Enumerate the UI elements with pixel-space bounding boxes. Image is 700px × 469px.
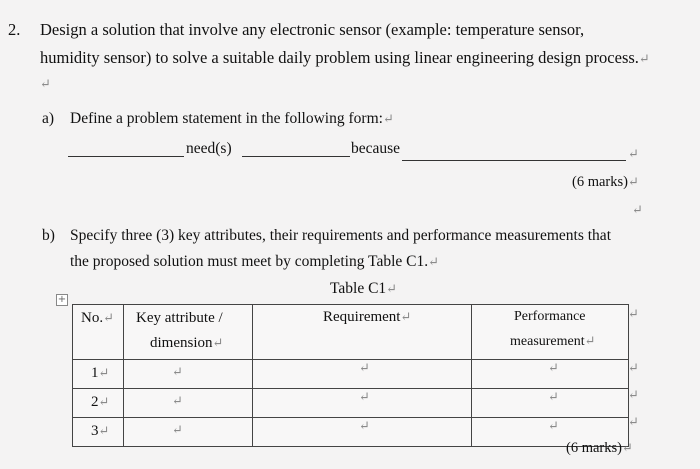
return-arrow-icon: ↵: [40, 76, 51, 91]
question-number: 2.: [8, 20, 21, 39]
return-arrow-icon: ↵: [172, 422, 183, 437]
table-c1: [72, 304, 629, 447]
return-arrow-icon: ↵: [359, 360, 370, 375]
row-no-cell: [73, 360, 124, 389]
return-arrow-icon: ↵: [212, 335, 224, 350]
part-b-marks: [566, 440, 633, 457]
return-arrow-icon: ↵: [548, 360, 559, 375]
return-arrow-icon: ↵: [632, 202, 643, 217]
part-a-prompt: Define a problem statement in the following form:: [70, 110, 383, 127]
header-performance: [472, 305, 629, 360]
return-arrow-icon: ↵: [400, 309, 412, 324]
attribute-cell[interactable]: [124, 418, 253, 447]
part-b-marks-text: (6 marks): [566, 440, 622, 456]
return-arrow-icon: ↵: [359, 418, 370, 433]
attribute-cell[interactable]: [124, 360, 253, 389]
return-arrow-icon: ↵: [638, 51, 650, 66]
part-a-marks: [572, 174, 639, 191]
blank-line-3[interactable]: [402, 160, 626, 161]
table-row: [73, 389, 629, 418]
part-b-line-2-text: the proposed solution must meet by completing Table C1.: [70, 253, 429, 270]
table-caption: [330, 280, 397, 298]
return-arrow-icon: ↵: [621, 440, 633, 455]
return-arrow-icon: ↵: [548, 418, 559, 433]
row-number: 3: [91, 423, 99, 439]
return-arrow-icon: ↵: [628, 414, 639, 429]
question-line-2: [40, 48, 650, 68]
header-no: [73, 305, 124, 360]
blank-line-2[interactable]: [242, 156, 350, 157]
return-arrow-icon: ↵: [628, 387, 639, 402]
blank-line-1[interactable]: [68, 156, 184, 157]
return-arrow-icon: ↵: [628, 146, 639, 161]
header-attribute: [124, 305, 253, 360]
part-b-line-2: [70, 253, 439, 271]
return-arrow-icon: ↵: [386, 281, 398, 296]
table-caption-text: Table C1: [330, 280, 387, 297]
header-no-label: No.: [81, 310, 104, 326]
plus-box-icon[interactable]: +: [57, 294, 67, 305]
header-requirement: [253, 305, 472, 360]
attribute-cell[interactable]: [124, 389, 253, 418]
return-arrow-icon: ↵: [98, 365, 110, 380]
part-a-marks-text: (6 marks): [572, 174, 628, 190]
return-arrow-icon: ↵: [628, 360, 639, 375]
row-number: 2: [91, 394, 99, 410]
performance-cell[interactable]: [472, 389, 629, 418]
row-no-cell: [73, 389, 124, 418]
return-arrow-icon: ↵: [103, 310, 114, 325]
table-row: [73, 360, 629, 389]
header-performance-line-1: Performance: [514, 309, 586, 324]
requirement-cell[interactable]: [253, 389, 472, 418]
return-arrow-icon: ↵: [548, 389, 559, 404]
table-header-row: [73, 305, 629, 360]
header-requirement-label: Requirement: [323, 309, 401, 325]
part-b-label: b): [42, 227, 55, 244]
return-arrow-icon: ↵: [359, 389, 370, 404]
question-line-2-text: humidity sensor) to solve a suitable daily problem using linear engineering design process.: [40, 48, 639, 67]
need-word: need(s): [186, 140, 232, 157]
return-arrow-icon: ↵: [428, 254, 440, 269]
header-attribute-line-2: dimension: [150, 335, 213, 351]
return-arrow-icon: ↵: [584, 333, 596, 348]
return-arrow-icon: ↵: [382, 111, 394, 126]
return-arrow-icon: ↵: [98, 394, 110, 409]
part-a-label: a): [42, 110, 55, 127]
requirement-cell[interactable]: [253, 360, 472, 389]
performance-cell[interactable]: [472, 360, 629, 389]
header-performance-line-2: measurement: [510, 334, 585, 349]
return-arrow-icon: ↵: [628, 306, 639, 321]
part-a-text: [70, 110, 394, 128]
return-arrow-icon: ↵: [172, 364, 183, 379]
row-no-cell: [73, 418, 124, 447]
return-arrow-icon: ↵: [627, 174, 639, 189]
row-number: 1: [91, 365, 99, 381]
because-word: because: [351, 140, 401, 157]
question-line-1: Design a solution that involve any electronic sensor (example: temperature sensor,: [40, 20, 585, 39]
table-row: [73, 418, 629, 447]
part-b-line-1: Specify three (3) key attributes, their requirements and performance measurements that: [70, 227, 611, 244]
header-attribute-line-1: Key attribute /: [136, 310, 223, 326]
return-arrow-icon: ↵: [172, 393, 183, 408]
requirement-cell[interactable]: [253, 418, 472, 447]
return-arrow-icon: ↵: [98, 423, 110, 438]
